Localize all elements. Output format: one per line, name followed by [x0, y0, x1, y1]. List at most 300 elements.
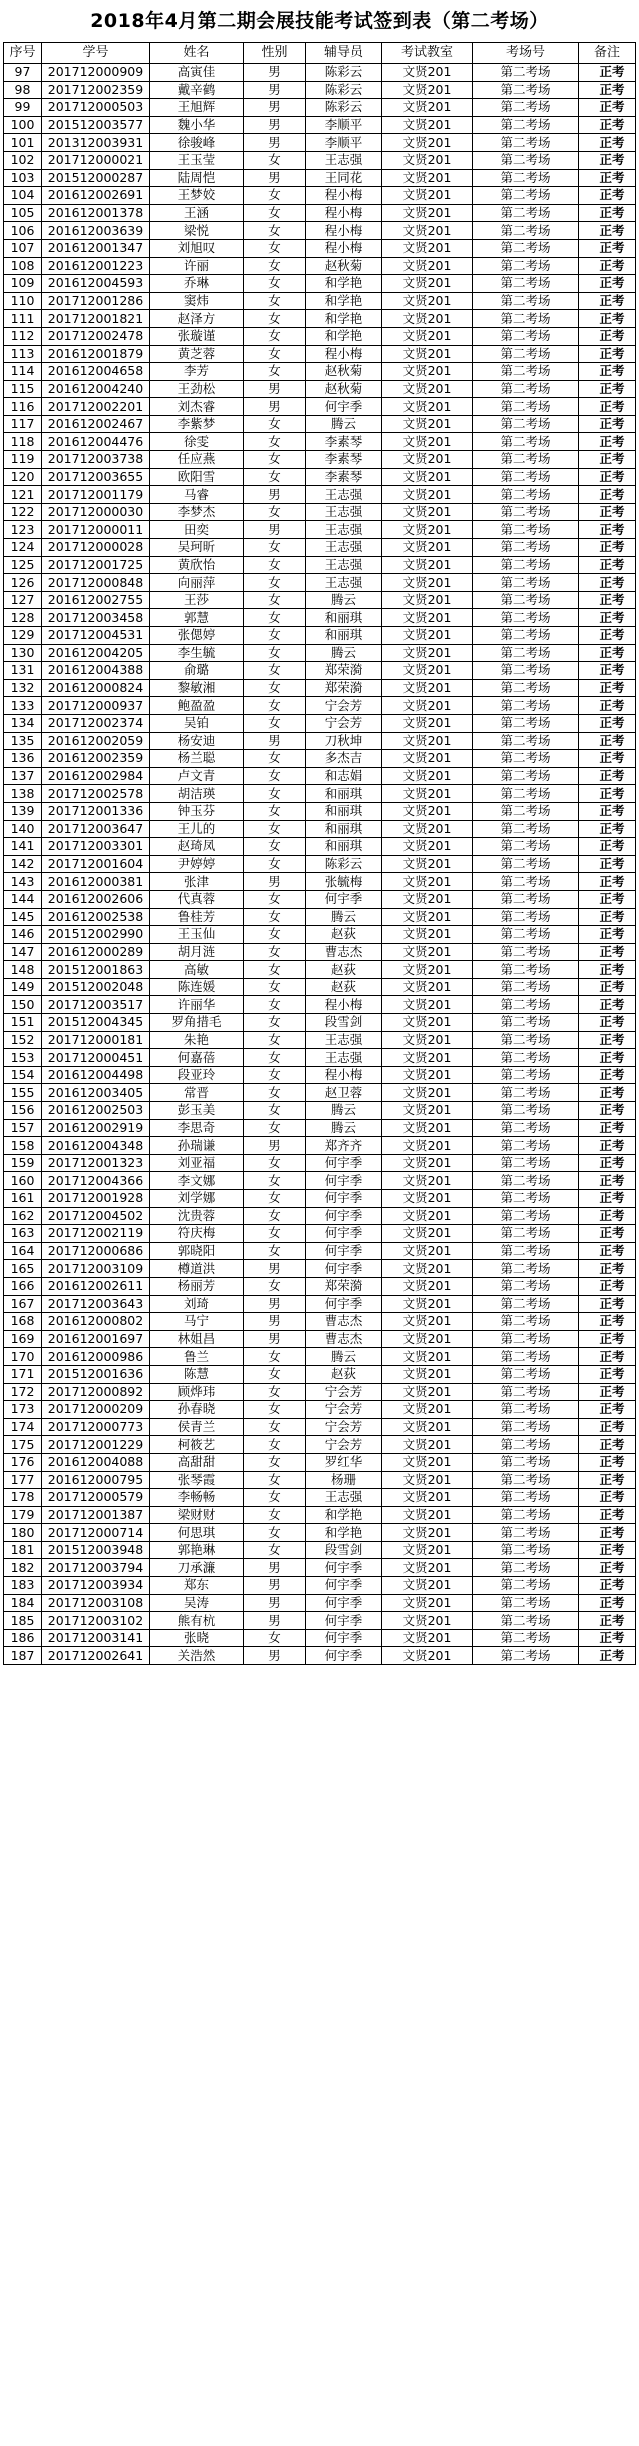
table-row [4, 926, 636, 944]
cell-counselor: 何宇季 [306, 398, 382, 416]
cell-name: 田奕 [150, 521, 244, 539]
cell-student-id: 201712001821 [42, 310, 150, 328]
cell-seq: 176 [4, 1453, 42, 1471]
cell-student-id: 201712002359 [42, 81, 150, 99]
cell-seq: 184 [4, 1594, 42, 1612]
cell-classroom: 文贤201 [382, 1418, 473, 1436]
cell-name: 杨安迪 [150, 732, 244, 750]
cell-counselor: 宁会芳 [306, 1418, 382, 1436]
table-row [4, 169, 636, 187]
cell-name: 常晋 [150, 1084, 244, 1102]
cell-seq: 155 [4, 1084, 42, 1102]
table-row [4, 556, 636, 574]
cell-remark: 正考 [579, 1277, 636, 1295]
cell-exam-room: 第二考场 [473, 451, 579, 469]
cell-counselor: 赵秋菊 [306, 363, 382, 381]
table-row [4, 1066, 636, 1084]
cell-remark: 正考 [579, 81, 636, 99]
cell-gender: 女 [244, 1031, 306, 1049]
cell-student-id: 201612000795 [42, 1471, 150, 1489]
table-row [4, 292, 636, 310]
cell-seq: 172 [4, 1383, 42, 1401]
table-row [4, 1313, 636, 1331]
cell-name: 王劲松 [150, 380, 244, 398]
cell-seq: 122 [4, 503, 42, 521]
table-row [4, 398, 636, 416]
cell-counselor: 王志强 [306, 503, 382, 521]
col-header-remark: 备注 [579, 43, 636, 64]
cell-counselor: 宁会芳 [306, 1401, 382, 1419]
cell-name: 窦炜 [150, 292, 244, 310]
cell-exam-room: 第二考场 [473, 1524, 579, 1542]
cell-classroom: 文贤201 [382, 1348, 473, 1366]
cell-remark: 正考 [579, 222, 636, 240]
cell-name: 许丽 [150, 257, 244, 275]
cell-classroom: 文贤201 [382, 1383, 473, 1401]
cell-classroom: 文贤201 [382, 1629, 473, 1647]
cell-exam-room: 第二考场 [473, 1031, 579, 1049]
cell-counselor: 程小梅 [306, 222, 382, 240]
cell-student-id: 201612000289 [42, 943, 150, 961]
cell-student-id: 201712002641 [42, 1647, 150, 1665]
cell-seq: 101 [4, 134, 42, 152]
cell-remark: 正考 [579, 327, 636, 345]
cell-gender: 女 [244, 539, 306, 557]
cell-gender: 女 [244, 767, 306, 785]
col-header-gender: 性别 [244, 43, 306, 64]
cell-counselor: 何宇季 [306, 1577, 382, 1595]
table-row [4, 486, 636, 504]
cell-name: 王旭辉 [150, 99, 244, 117]
table-row [4, 1137, 636, 1155]
cell-name: 刘亚福 [150, 1154, 244, 1172]
table-row [4, 1330, 636, 1348]
cell-gender: 男 [244, 1594, 306, 1612]
col-header-seq: 序号 [4, 43, 42, 64]
cell-exam-room: 第二考场 [473, 662, 579, 680]
cell-classroom: 文贤201 [382, 521, 473, 539]
cell-gender: 女 [244, 1489, 306, 1507]
cell-classroom: 文贤201 [382, 1066, 473, 1084]
table-row [4, 1383, 636, 1401]
cell-seq: 183 [4, 1577, 42, 1595]
cell-seq: 114 [4, 363, 42, 381]
cell-exam-room: 第二考场 [473, 732, 579, 750]
table-row [4, 1436, 636, 1454]
cell-seq: 164 [4, 1242, 42, 1260]
cell-name: 赵泽方 [150, 310, 244, 328]
cell-student-id: 201712003794 [42, 1559, 150, 1577]
cell-classroom: 文贤201 [382, 1277, 473, 1295]
table-row [4, 908, 636, 926]
cell-gender: 女 [244, 926, 306, 944]
cell-classroom: 文贤201 [382, 1190, 473, 1208]
cell-name: 高寅佳 [150, 64, 244, 82]
cell-remark: 正考 [579, 1172, 636, 1190]
cell-name: 关浩然 [150, 1647, 244, 1665]
cell-counselor: 和学艳 [306, 1506, 382, 1524]
cell-student-id: 201712000030 [42, 503, 150, 521]
table-row [4, 1577, 636, 1595]
cell-name: 刀承濂 [150, 1559, 244, 1577]
cell-student-id: 201712003647 [42, 820, 150, 838]
cell-remark: 正考 [579, 609, 636, 627]
cell-gender: 女 [244, 239, 306, 257]
table-row [4, 1541, 636, 1559]
cell-name: 李文娜 [150, 1172, 244, 1190]
cell-counselor: 李素琴 [306, 433, 382, 451]
cell-exam-room: 第二考场 [473, 433, 579, 451]
table-row [4, 468, 636, 486]
cell-exam-room: 第二考场 [473, 64, 579, 82]
cell-remark: 正考 [579, 1365, 636, 1383]
cell-classroom: 文贤201 [382, 838, 473, 856]
cell-counselor: 赵荻 [306, 978, 382, 996]
cell-classroom: 文贤201 [382, 908, 473, 926]
cell-exam-room: 第二考场 [473, 1014, 579, 1032]
cell-seq: 153 [4, 1049, 42, 1067]
cell-remark: 正考 [579, 1295, 636, 1313]
cell-gender: 男 [244, 1647, 306, 1665]
cell-exam-room: 第二考场 [473, 697, 579, 715]
cell-seq: 137 [4, 767, 42, 785]
cell-counselor: 曹志杰 [306, 1313, 382, 1331]
cell-gender: 女 [244, 222, 306, 240]
cell-exam-room: 第二考场 [473, 468, 579, 486]
cell-name: 李紫梦 [150, 415, 244, 433]
cell-classroom: 文贤201 [382, 451, 473, 469]
cell-name: 赵琦凤 [150, 838, 244, 856]
cell-classroom: 文贤201 [382, 468, 473, 486]
cell-exam-room: 第二考场 [473, 99, 579, 117]
cell-exam-room: 第二考场 [473, 1277, 579, 1295]
cell-exam-room: 第二考场 [473, 134, 579, 152]
cell-classroom: 文贤201 [382, 204, 473, 222]
cell-student-id: 201612004658 [42, 363, 150, 381]
cell-seq: 150 [4, 996, 42, 1014]
table-row [4, 732, 636, 750]
cell-classroom: 文贤201 [382, 820, 473, 838]
cell-remark: 正考 [579, 890, 636, 908]
cell-seq: 157 [4, 1119, 42, 1137]
cell-exam-room: 第二考场 [473, 1242, 579, 1260]
cell-classroom: 文贤201 [382, 433, 473, 451]
cell-student-id: 201512003577 [42, 116, 150, 134]
cell-student-id: 201712003655 [42, 468, 150, 486]
cell-name: 尹婷婷 [150, 855, 244, 873]
cell-seq: 136 [4, 750, 42, 768]
cell-counselor: 和丽琪 [306, 785, 382, 803]
cell-exam-room: 第二考场 [473, 1647, 579, 1665]
cell-seq: 171 [4, 1365, 42, 1383]
cell-classroom: 文贤201 [382, 187, 473, 205]
cell-name: 李畅畅 [150, 1489, 244, 1507]
cell-exam-room: 第二考场 [473, 1471, 579, 1489]
cell-counselor: 陈彩云 [306, 99, 382, 117]
cell-exam-room: 第二考场 [473, 1066, 579, 1084]
cell-classroom: 文贤201 [382, 1401, 473, 1419]
cell-gender: 男 [244, 1313, 306, 1331]
cell-name: 鲍盈盈 [150, 697, 244, 715]
cell-exam-room: 第二考场 [473, 1295, 579, 1313]
cell-student-id: 201712003301 [42, 838, 150, 856]
cell-classroom: 文贤201 [382, 697, 473, 715]
cell-gender: 男 [244, 398, 306, 416]
cell-remark: 正考 [579, 415, 636, 433]
cell-name: 钟玉芬 [150, 802, 244, 820]
cell-counselor: 何宇季 [306, 1612, 382, 1630]
cell-remark: 正考 [579, 1084, 636, 1102]
cell-counselor: 王志强 [306, 486, 382, 504]
cell-remark: 正考 [579, 1594, 636, 1612]
cell-name: 孙春晓 [150, 1401, 244, 1419]
cell-gender: 女 [244, 609, 306, 627]
cell-gender: 女 [244, 1471, 306, 1489]
cell-name: 朱艳 [150, 1031, 244, 1049]
cell-exam-room: 第二考场 [473, 1102, 579, 1120]
cell-gender: 女 [244, 785, 306, 803]
table-row [4, 1348, 636, 1366]
cell-name: 吴珂昕 [150, 539, 244, 557]
cell-remark: 正考 [579, 539, 636, 557]
col-header-name: 姓名 [150, 43, 244, 64]
cell-exam-room: 第二考场 [473, 1365, 579, 1383]
cell-gender: 男 [244, 1295, 306, 1313]
cell-remark: 正考 [579, 451, 636, 469]
cell-seq: 161 [4, 1190, 42, 1208]
cell-remark: 正考 [579, 908, 636, 926]
table-row [4, 222, 636, 240]
cell-counselor: 何宇季 [306, 1594, 382, 1612]
cell-gender: 女 [244, 1190, 306, 1208]
cell-exam-room: 第二考场 [473, 1207, 579, 1225]
table-row [4, 1172, 636, 1190]
cell-classroom: 文贤201 [382, 1137, 473, 1155]
cell-name: 向丽萍 [150, 574, 244, 592]
cell-exam-room: 第二考场 [473, 257, 579, 275]
cell-gender: 女 [244, 275, 306, 293]
cell-counselor: 郑荣漪 [306, 679, 382, 697]
cell-gender: 女 [244, 204, 306, 222]
cell-classroom: 文贤201 [382, 1242, 473, 1260]
cell-counselor: 和丽琪 [306, 802, 382, 820]
cell-remark: 正考 [579, 1471, 636, 1489]
cell-gender: 女 [244, 1436, 306, 1454]
cell-remark: 正考 [579, 187, 636, 205]
cell-exam-room: 第二考场 [473, 873, 579, 891]
cell-counselor: 和学艳 [306, 292, 382, 310]
cell-seq: 165 [4, 1260, 42, 1278]
cell-counselor: 和学艳 [306, 1524, 382, 1542]
cell-counselor: 王志强 [306, 1031, 382, 1049]
table-row [4, 380, 636, 398]
cell-seq: 119 [4, 451, 42, 469]
cell-name: 胡洁瑛 [150, 785, 244, 803]
cell-student-id: 201712003458 [42, 609, 150, 627]
cell-student-id: 201712000021 [42, 151, 150, 169]
cell-name: 王玉仙 [150, 926, 244, 944]
cell-remark: 正考 [579, 169, 636, 187]
cell-student-id: 201712000181 [42, 1031, 150, 1049]
cell-name: 侯青兰 [150, 1418, 244, 1436]
cell-gender: 女 [244, 1119, 306, 1137]
cell-student-id: 201712002374 [42, 714, 150, 732]
cell-seq: 151 [4, 1014, 42, 1032]
cell-name: 段亚玲 [150, 1066, 244, 1084]
cell-gender: 女 [244, 433, 306, 451]
table-row [4, 1489, 636, 1507]
cell-exam-room: 第二考场 [473, 785, 579, 803]
cell-classroom: 文贤201 [382, 486, 473, 504]
cell-exam-room: 第二考场 [473, 1119, 579, 1137]
cell-classroom: 文贤201 [382, 1594, 473, 1612]
cell-exam-room: 第二考场 [473, 1489, 579, 1507]
cell-exam-room: 第二考场 [473, 802, 579, 820]
cell-remark: 正考 [579, 1559, 636, 1577]
cell-gender: 女 [244, 820, 306, 838]
cell-name: 魏小华 [150, 116, 244, 134]
cell-seq: 138 [4, 785, 42, 803]
cell-seq: 120 [4, 468, 42, 486]
cell-classroom: 文贤201 [382, 169, 473, 187]
cell-seq: 177 [4, 1471, 42, 1489]
cell-remark: 正考 [579, 1453, 636, 1471]
table-row [4, 451, 636, 469]
cell-classroom: 文贤201 [382, 222, 473, 240]
cell-seq: 111 [4, 310, 42, 328]
cell-name: 梁悦 [150, 222, 244, 240]
cell-classroom: 文贤201 [382, 609, 473, 627]
table-row [4, 1471, 636, 1489]
cell-counselor: 程小梅 [306, 996, 382, 1014]
cell-student-id: 201612001697 [42, 1330, 150, 1348]
cell-seq: 146 [4, 926, 42, 944]
cell-name: 胡月涟 [150, 943, 244, 961]
cell-student-id: 201712003643 [42, 1295, 150, 1313]
cell-remark: 正考 [579, 1031, 636, 1049]
cell-name: 徐雯 [150, 433, 244, 451]
table-row [4, 275, 636, 293]
cell-counselor: 何宇季 [306, 1647, 382, 1665]
cell-counselor: 王志强 [306, 556, 382, 574]
cell-seq: 123 [4, 521, 42, 539]
cell-counselor: 腾云 [306, 415, 382, 433]
cell-seq: 145 [4, 908, 42, 926]
cell-remark: 正考 [579, 116, 636, 134]
cell-seq: 143 [4, 873, 42, 891]
cell-exam-room: 第二考场 [473, 1541, 579, 1559]
cell-student-id: 201312003931 [42, 134, 150, 152]
cell-exam-room: 第二考场 [473, 1154, 579, 1172]
cell-counselor: 何宇季 [306, 1172, 382, 1190]
cell-classroom: 文贤201 [382, 679, 473, 697]
cell-gender: 女 [244, 591, 306, 609]
cell-seq: 169 [4, 1330, 42, 1348]
header-row [4, 43, 636, 64]
cell-classroom: 文贤201 [382, 292, 473, 310]
cell-classroom: 文贤201 [382, 1330, 473, 1348]
table-row [4, 1524, 636, 1542]
cell-remark: 正考 [579, 398, 636, 416]
cell-exam-room: 第二考场 [473, 275, 579, 293]
cell-seq: 182 [4, 1559, 42, 1577]
cell-remark: 正考 [579, 1647, 636, 1665]
cell-counselor: 何宇季 [306, 1207, 382, 1225]
cell-student-id: 201712000937 [42, 697, 150, 715]
cell-gender: 女 [244, 556, 306, 574]
cell-gender: 女 [244, 1066, 306, 1084]
cell-remark: 正考 [579, 767, 636, 785]
cell-name: 戴辛鹤 [150, 81, 244, 99]
cell-seq: 98 [4, 81, 42, 99]
cell-name: 杨丽芳 [150, 1277, 244, 1295]
cell-counselor: 王志强 [306, 574, 382, 592]
cell-exam-room: 第二考场 [473, 398, 579, 416]
cell-remark: 正考 [579, 151, 636, 169]
cell-gender: 男 [244, 521, 306, 539]
cell-name: 刘旭叹 [150, 239, 244, 257]
cell-remark: 正考 [579, 486, 636, 504]
col-header-exam-room: 考场号 [473, 43, 579, 64]
cell-classroom: 文贤201 [382, 1084, 473, 1102]
cell-seq: 175 [4, 1436, 42, 1454]
cell-seq: 148 [4, 961, 42, 979]
cell-student-id: 201712003517 [42, 996, 150, 1014]
cell-exam-room: 第二考场 [473, 1436, 579, 1454]
cell-remark: 正考 [579, 714, 636, 732]
cell-remark: 正考 [579, 873, 636, 891]
cell-student-id: 201712000848 [42, 574, 150, 592]
cell-gender: 女 [244, 961, 306, 979]
cell-gender: 女 [244, 1401, 306, 1419]
cell-seq: 168 [4, 1313, 42, 1331]
cell-remark: 正考 [579, 1102, 636, 1120]
cell-gender: 女 [244, 574, 306, 592]
cell-counselor: 何宇季 [306, 1260, 382, 1278]
cell-name: 张偲婷 [150, 627, 244, 645]
cell-seq: 113 [4, 345, 42, 363]
col-header-student-id: 学号 [42, 43, 150, 64]
table-row [4, 1102, 636, 1120]
cell-name: 俞璐 [150, 662, 244, 680]
cell-exam-room: 第二考场 [473, 1612, 579, 1630]
cell-remark: 正考 [579, 750, 636, 768]
cell-exam-room: 第二考场 [473, 627, 579, 645]
cell-name: 郭晓阳 [150, 1242, 244, 1260]
cell-counselor: 王志强 [306, 1489, 382, 1507]
cell-gender: 男 [244, 380, 306, 398]
cell-remark: 正考 [579, 1612, 636, 1630]
cell-exam-room: 第二考场 [473, 1225, 579, 1243]
cell-counselor: 腾云 [306, 1102, 382, 1120]
table-row [4, 644, 636, 662]
cell-gender: 女 [244, 1277, 306, 1295]
cell-classroom: 文贤201 [382, 978, 473, 996]
cell-remark: 正考 [579, 1418, 636, 1436]
cell-exam-room: 第二考场 [473, 116, 579, 134]
cell-classroom: 文贤201 [382, 1541, 473, 1559]
cell-student-id: 201712000892 [42, 1383, 150, 1401]
cell-name: 沈贵蓉 [150, 1207, 244, 1225]
cell-remark: 正考 [579, 943, 636, 961]
cell-counselor: 和丽琪 [306, 609, 382, 627]
cell-remark: 正考 [579, 1506, 636, 1524]
cell-classroom: 文贤201 [382, 239, 473, 257]
cell-name: 陈连媛 [150, 978, 244, 996]
cell-classroom: 文贤201 [382, 1436, 473, 1454]
cell-classroom: 文贤201 [382, 310, 473, 328]
cell-student-id: 201612000381 [42, 873, 150, 891]
